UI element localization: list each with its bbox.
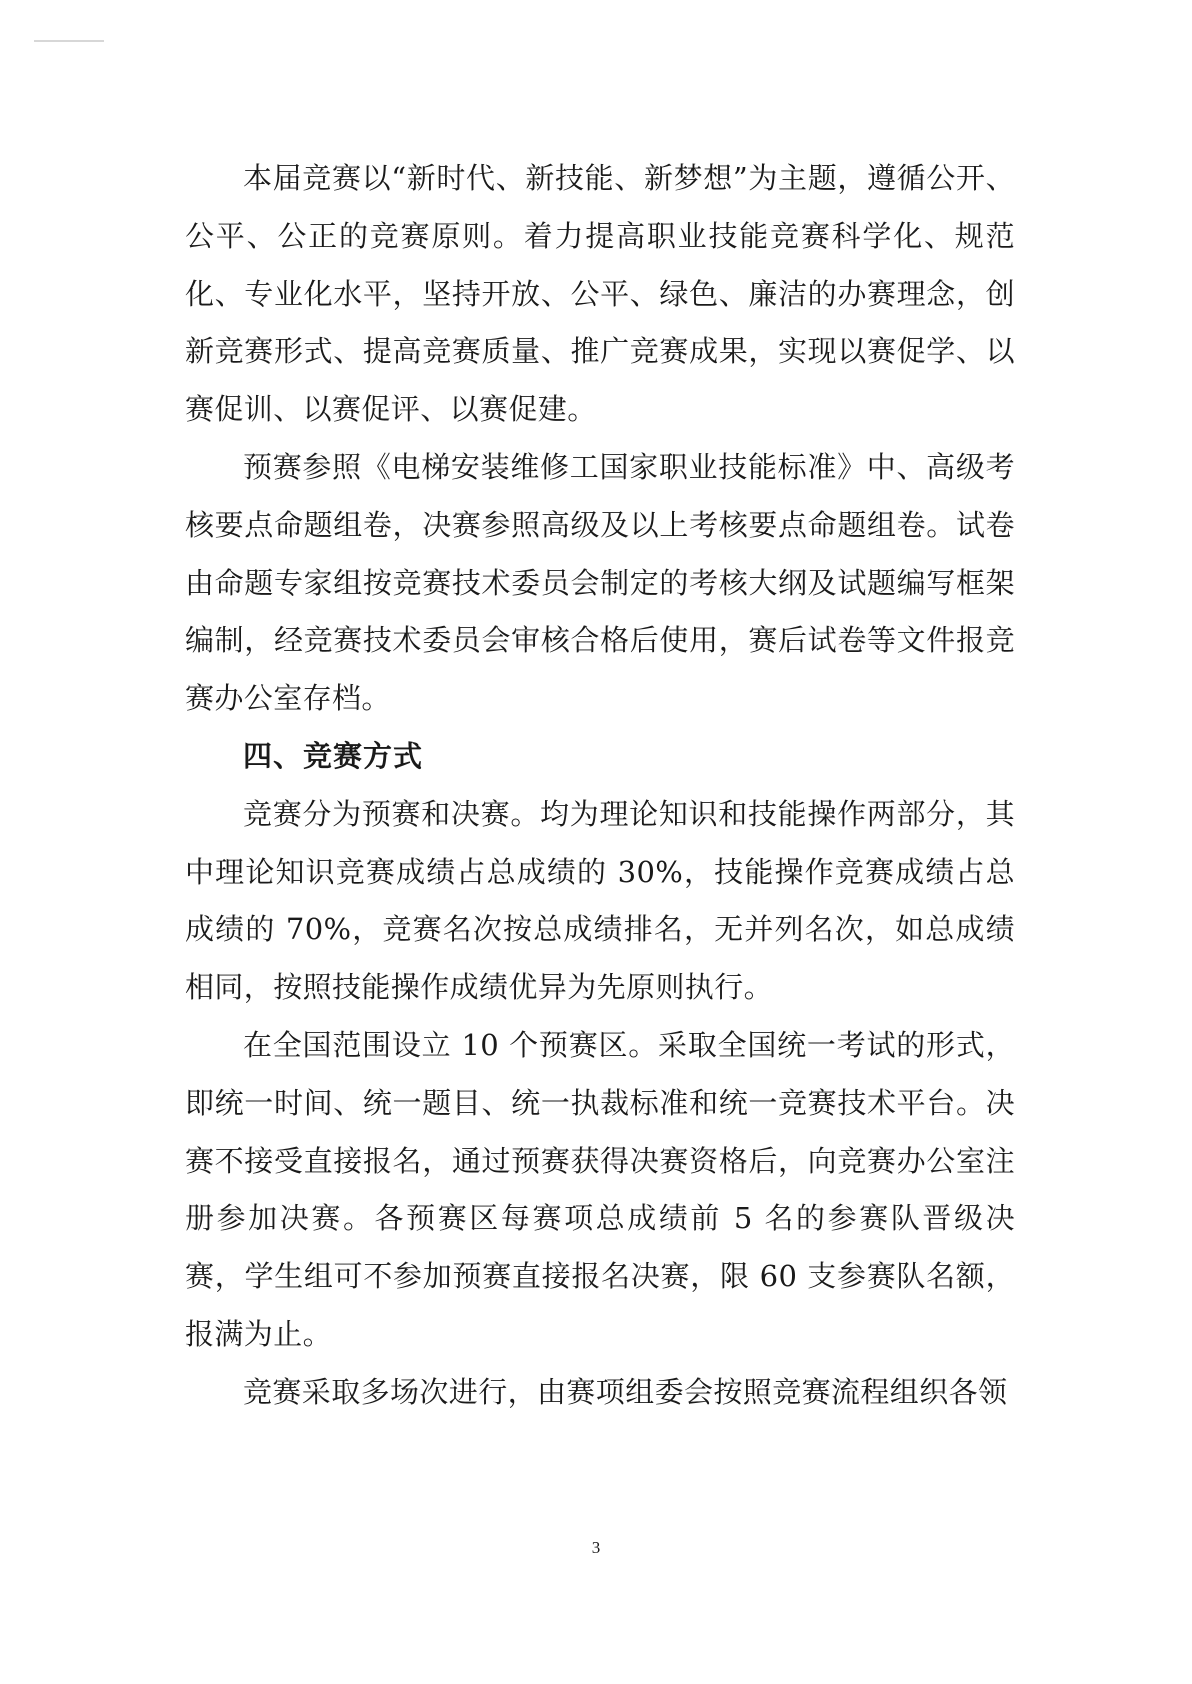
paragraph-multiple-sessions: 竞赛采取多场次进行，由赛项组委会按照竞赛流程组织各领 [243,1374,1008,1409]
paragraph-prelim-regions: 在全国范围设立 10 个预赛区。采取全国统一考试的形式，即统一时间、统一题目、统一执裁标准和统一竞赛技术平台。决赛不接受直接报名，通过预赛获得决赛资格后，向竞赛办公室注册参加决赛。各预赛区每赛项总成绩前 5 名的参赛队晋级决赛，学生组可不参加预赛直接报名决赛，限 60 支参赛队名额，报满为止。 [185,1027,1015,1351]
document-body [185,150,1015,1422]
section-heading-competition-method: 四、竞赛方式 [243,738,424,773]
scan-artifact [34,40,104,42]
paragraph-competition-structure: 竞赛分为预赛和决赛。均为理论知识和技能操作两部分，其中理论知识竞赛成绩占总成绩的 30%，技能操作竞赛成绩占总成绩的 70%，竞赛名次按总成绩排名，无并列名次，如总成绩相同，按照技能操作成绩优异为先原则执行。 [185,796,1015,1005]
paragraph-theme: 本届竞赛以“新时代、新技能、新梦想”为主题，遵循公开、公平、公正的竞赛原则。着力提高职业技能竞赛科学化、规范化、专业化水平，坚持开放、公平、绿色、廉洁的办赛理念，创新竞赛形式、提高竞赛质量、推广竞赛成果，实现以赛促学、以赛促训、以赛促评、以赛促建。 [185,161,1015,427]
page-number: 3 [591,1538,601,1557]
paragraph-prelim-reference: 预赛参照《电梯安装维修工国家职业技能标准》中、高级考核要点命题组卷，决赛参照高级及以上考核要点命题组卷。试卷由命题专家组按竞赛技术委员会制定的考核大纲及试题编写框架编制，经竞赛技术委员会审核合格后使用，赛后试卷等文件报竞赛办公室存档。 [185,449,1015,716]
